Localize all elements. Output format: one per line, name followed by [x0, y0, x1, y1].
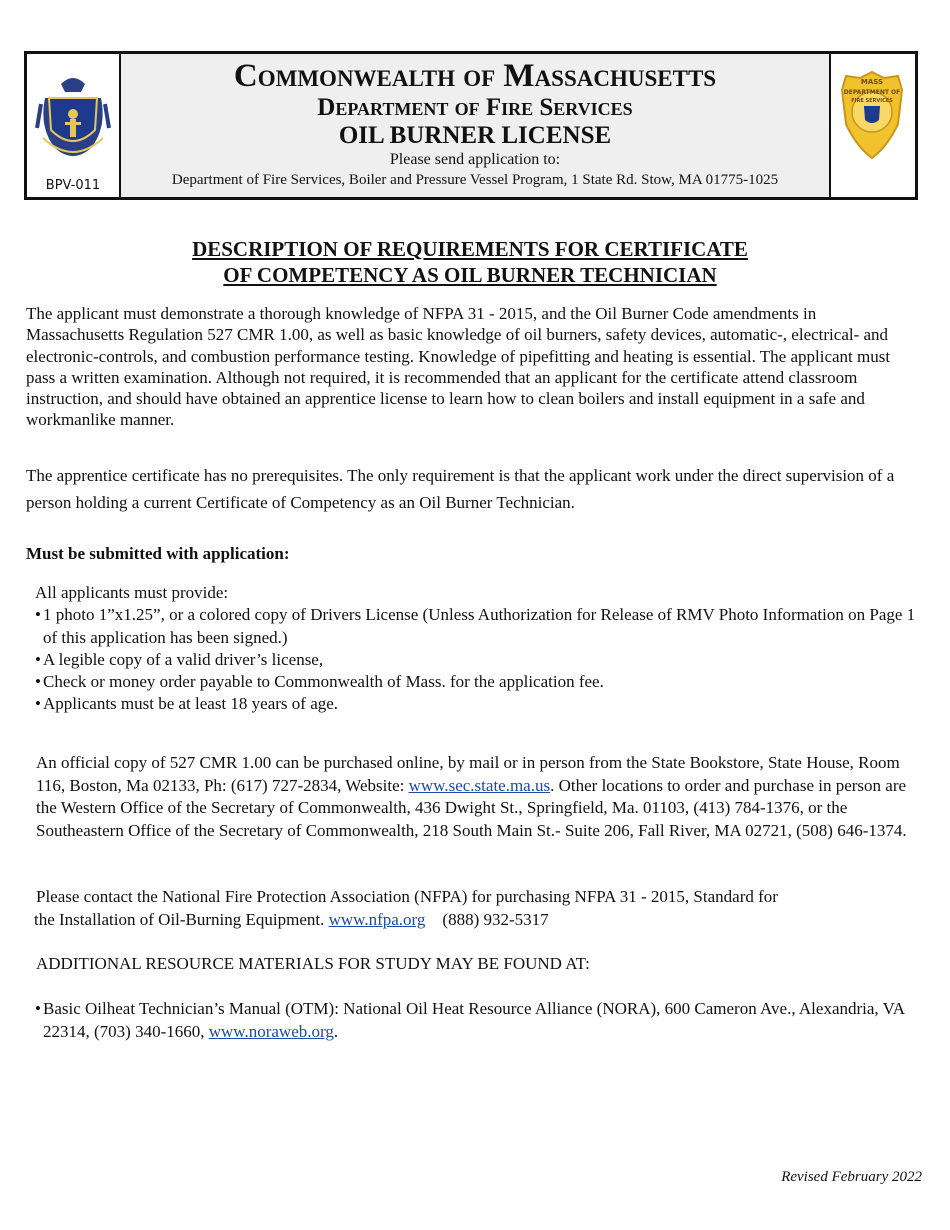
list-item	[35, 604, 925, 649]
submission-list	[35, 582, 925, 716]
resource-text	[43, 998, 925, 1043]
list-item-text: 1 photo 1”x1.25”, or a colored copy of Drivers License (Unless Authorization for Release of RMV Photo Information on Page 1 of this application has been signed.)	[43, 605, 916, 647]
revised-date-note: Revised February 2022	[781, 1169, 922, 1185]
cmr-paragraph	[36, 752, 926, 842]
list-item-text: Applicants must be at least 18 years of age.	[43, 694, 339, 714]
nfpa-paragraph	[36, 886, 926, 931]
send-to-label: Please send application to:	[389, 151, 561, 168]
nfpa-line1: Please contact the National Fire Protection Association (NFPA) for purchasing NFPA 31 - 2015, Standard for	[36, 887, 778, 906]
document-title	[0, 236, 940, 288]
apprentice-paragraph: The apprentice certificate has no prerequisites. The only requirement is that the applicant work under the direct supervision of a person holding a current Certificate of Competency as an Oil Burner Technician.	[26, 466, 895, 512]
list-item-text: A legible copy of a valid driver’s license,	[43, 649, 324, 669]
svg-text:DEPARTMENT OF: DEPARTMENT OF	[843, 89, 901, 96]
list-item-text: Check or money order payable to Commonwealth of Mass. for the application fee.	[43, 672, 604, 692]
nfpa-line2-text: the Installation of Oil-Burning Equipment.	[34, 909, 329, 929]
department-title: Department of Fire Services	[317, 94, 633, 121]
svg-text:MASS: MASS	[860, 78, 884, 86]
bullet-glyph: •	[35, 999, 41, 1018]
seal-panel	[27, 54, 121, 197]
noraweb-link[interactable]: www.noraweb.org	[208, 1021, 334, 1041]
list-item	[35, 649, 925, 671]
bullet-glyph: •	[35, 694, 41, 714]
nfpa-link[interactable]: www.nfpa.org	[328, 909, 426, 929]
form-code: BPV-011	[45, 178, 101, 193]
resource-description: Basic Oilheat Technician’s Manual (OTM): National Oil Heat Resource Alliance (NORA), 600 Cameron Ave., Alexandria, VA 22314, (703) 340-1660,	[43, 999, 905, 1041]
document-title-line2: OF COMPETENCY AS OIL BURNER TECHNICIAN	[223, 263, 717, 287]
massachusetts-seal-icon	[35, 68, 111, 168]
bullet-glyph: •	[35, 605, 41, 625]
nfpa-line2	[34, 909, 926, 932]
commonwealth-title: Commonwealth of Massachusetts	[233, 58, 717, 94]
form-header	[24, 51, 918, 200]
intro-paragraph: The applicant must demonstrate a thorough knowledge of NFPA 31 - 2015, and the Oil Burner Code amendments in Massachusetts Regulation 527 CMR 1.00, as well as basic knowledge of oil burners, safety devices, automatic-, electrical- and electronic-controls, and combustion performance testing. Knowledge of pipefitting and heating is essential. The applicant must pass a written examination. Although not required, it is recommended that an applicant for the certificate attend classroom instruction, and should have obtained an apprentice license to learn how to clean boilers and install equipment in a safe and workmanlike manner.	[26, 304, 891, 430]
document-title-line1: DESCRIPTION OF REQUIREMENTS FOR CERTIFICATE	[192, 237, 748, 261]
sec-state-link[interactable]: www.sec.state.ma.us	[408, 775, 551, 795]
header-title-area	[119, 54, 831, 190]
submission-intro: All applicants must provide:	[35, 583, 229, 602]
submission-heading: Must be submitted with application:	[26, 544, 290, 563]
bullet-glyph: •	[35, 672, 41, 692]
list-item	[35, 671, 925, 693]
cmr-text-after: . Other locations to order and purchase in person are the Western Office of the Secretary of Commonwealth, 436 Dwight St., Springfield, Ma. 01103, (413) 784-1376, or the Southeastern Office of the Secretary of Commonwealth, 218 South Main St.- Suite 206, Fall River, MA 02721, (508) 646-1374.	[36, 775, 907, 840]
cmr-text-before: An official copy of 527 CMR 1.00 can be purchased online, by mail or in person from the State Bookstore, State House, Room 116, Boston, Ma 02133, Ph: (617) 727-2834, Website:	[36, 753, 900, 795]
license-title: OIL BURNER LICENSE	[338, 122, 612, 149]
mailing-address: Department of Fire Services, Boiler and Pressure Vessel Program, 1 State Rd. Stow, MA 01775-1025	[171, 172, 779, 188]
badge-panel	[829, 54, 915, 197]
bullet-glyph: •	[35, 649, 41, 669]
resources-heading: ADDITIONAL RESOURCE MATERIALS FOR STUDY MAY BE FOUND AT:	[36, 954, 590, 973]
fire-services-badge-icon	[836, 68, 908, 164]
nfpa-phone: (888) 932-5317	[442, 909, 549, 929]
resource-list-item	[35, 998, 925, 1043]
svg-text:FIRE SERVICES: FIRE SERVICES	[851, 98, 893, 104]
resource-trailing: .	[333, 1021, 339, 1041]
list-item	[35, 693, 925, 715]
